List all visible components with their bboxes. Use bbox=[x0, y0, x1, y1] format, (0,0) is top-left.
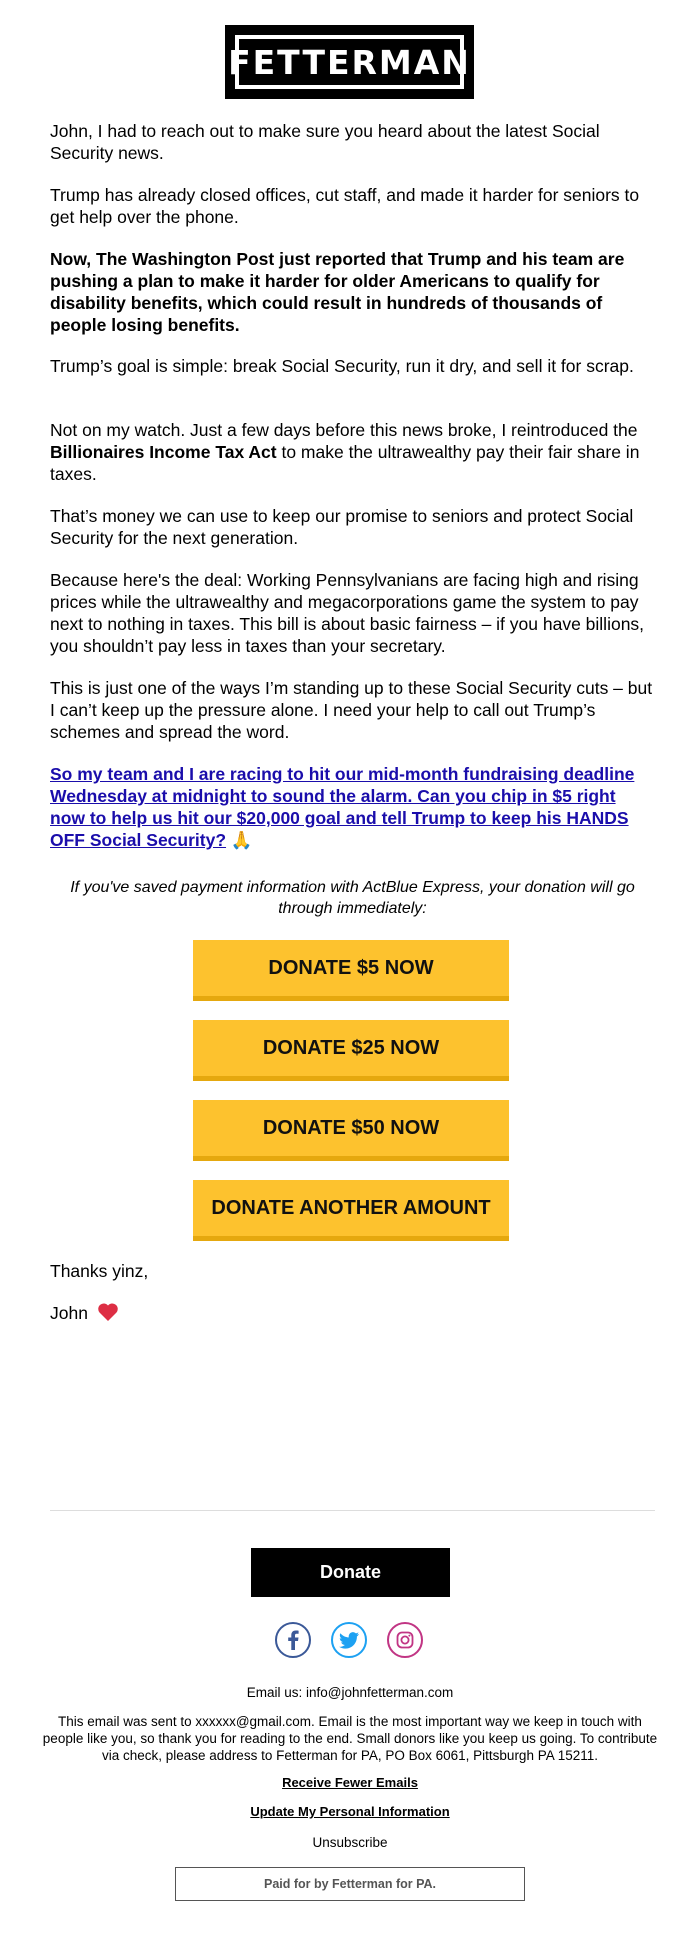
paragraph-block-2 bbox=[50, 184, 655, 228]
paragraph-5-end: to make the ultrawealthy pay their fair share in taxes. bbox=[50, 442, 640, 484]
signoff-thanks: Thanks yinz, bbox=[50, 1261, 149, 1281]
paragraph-7: Because here's the deal: Working Pennsylvanians are facing high and rising prices while the ultrawealthy and megacorporations game the system to pay next to nothing in taxes. This bill is about basic fairness – if you have billions, you shouldn’t pay less in taxes than your secretary. bbox=[50, 570, 645, 656]
paragraph-intro bbox=[50, 120, 655, 164]
paragraph-block-3 bbox=[50, 248, 655, 336]
logo-border bbox=[228, 35, 471, 89]
paragraph-5-start: Not on my watch. Just a few days before this news broke, I reintroduced the bbox=[50, 420, 638, 440]
footer-donate-button[interactable]: Donate bbox=[251, 1548, 450, 1597]
footer-sent-to: This email was sent to xxxxxx@gmail.com. Email is the most important way we keep in touch with people like you, so thank you for reading to the end. Small donors like you keep us going. To contribute via check, please address to Fetterman for PA, PO Box 6061, Pittsburgh PA 15211. bbox=[42, 1714, 658, 1763]
fetterman-logo bbox=[225, 25, 474, 99]
footer-divider bbox=[50, 1510, 655, 1511]
paragraph-2: Trump has already closed offices, cut staff, and made it harder for seniors to get help over the phone. bbox=[50, 185, 640, 227]
donate-other-button[interactable]: DONATE ANOTHER AMOUNT bbox=[193, 1180, 509, 1241]
paragraph-block-7 bbox=[50, 569, 655, 657]
paragraph-8: This is just one of the ways I’m standing up to these Social Security cuts – but I can’t keep up the pressure alone. I need your help to call out Trump’s schemes and spread the word. bbox=[50, 678, 653, 742]
cta-paragraph bbox=[50, 763, 655, 851]
paragraph-3-bold: Now, The Washington Post just reported that Trump and his team are pushing a plan to make it harder for older Americans to qualify for disability benefits, which could result in hundreds of thousands of people losing benefits. bbox=[50, 249, 625, 335]
cta-block bbox=[50, 763, 655, 851]
bill-name: Billionaires Income Tax Act bbox=[50, 442, 277, 462]
logo-text: FETTERMAN bbox=[228, 42, 471, 82]
paragraph-block-5 bbox=[50, 419, 655, 485]
signoff-name-row bbox=[50, 1302, 119, 1327]
facebook-icon[interactable] bbox=[275, 1622, 311, 1658]
paragraph-block-8 bbox=[50, 677, 655, 743]
cta-link[interactable]: So my team and I are racing to hit our mid-month fundraising deadline Wednesday at midnight to sound the alarm. Can you chip in $5 right now to help us hit our $20,000 goal and tell Trump to keep his HANDS OFF Social Security? bbox=[50, 764, 635, 850]
donate-5-button[interactable]: DONATE $5 NOW bbox=[193, 940, 509, 1001]
paragraph-4: Trump’s goal is simple: break Social Security, run it dry, and sell it for scrap. bbox=[50, 356, 634, 376]
praying-hands-icon: 🙏 bbox=[230, 830, 253, 850]
donate-25-button[interactable]: DONATE $25 NOW bbox=[193, 1020, 509, 1081]
signoff-name: John bbox=[50, 1303, 88, 1324]
paragraph-block-6 bbox=[50, 505, 655, 549]
twitter-icon[interactable] bbox=[331, 1622, 367, 1658]
paragraph-1: John, I had to reach out to make sure you heard about the latest Social Security news. bbox=[50, 121, 600, 163]
paid-for-box: Paid for by Fetterman for PA. bbox=[175, 1867, 525, 1901]
paragraph-block-4 bbox=[50, 355, 655, 377]
paragraph-6: That’s money we can use to keep our promise to seniors and protect Social Security for the next generation. bbox=[50, 506, 634, 548]
instagram-icon[interactable] bbox=[387, 1622, 423, 1658]
receive-fewer-emails-link[interactable]: Receive Fewer Emails bbox=[282, 1775, 418, 1790]
paragraph-5 bbox=[50, 419, 655, 485]
actblue-note: If you've saved payment information with ActBlue Express, your donation will go through immediately: bbox=[70, 879, 635, 917]
update-info-link[interactable]: Update My Personal Information bbox=[250, 1804, 450, 1819]
footer-email: Email us: info@johnfetterman.com bbox=[246, 1685, 454, 1700]
heart-icon bbox=[97, 1302, 119, 1327]
donate-50-button[interactable]: DONATE $50 NOW bbox=[193, 1100, 509, 1161]
unsubscribe-link[interactable]: Unsubscribe bbox=[312, 1835, 388, 1850]
